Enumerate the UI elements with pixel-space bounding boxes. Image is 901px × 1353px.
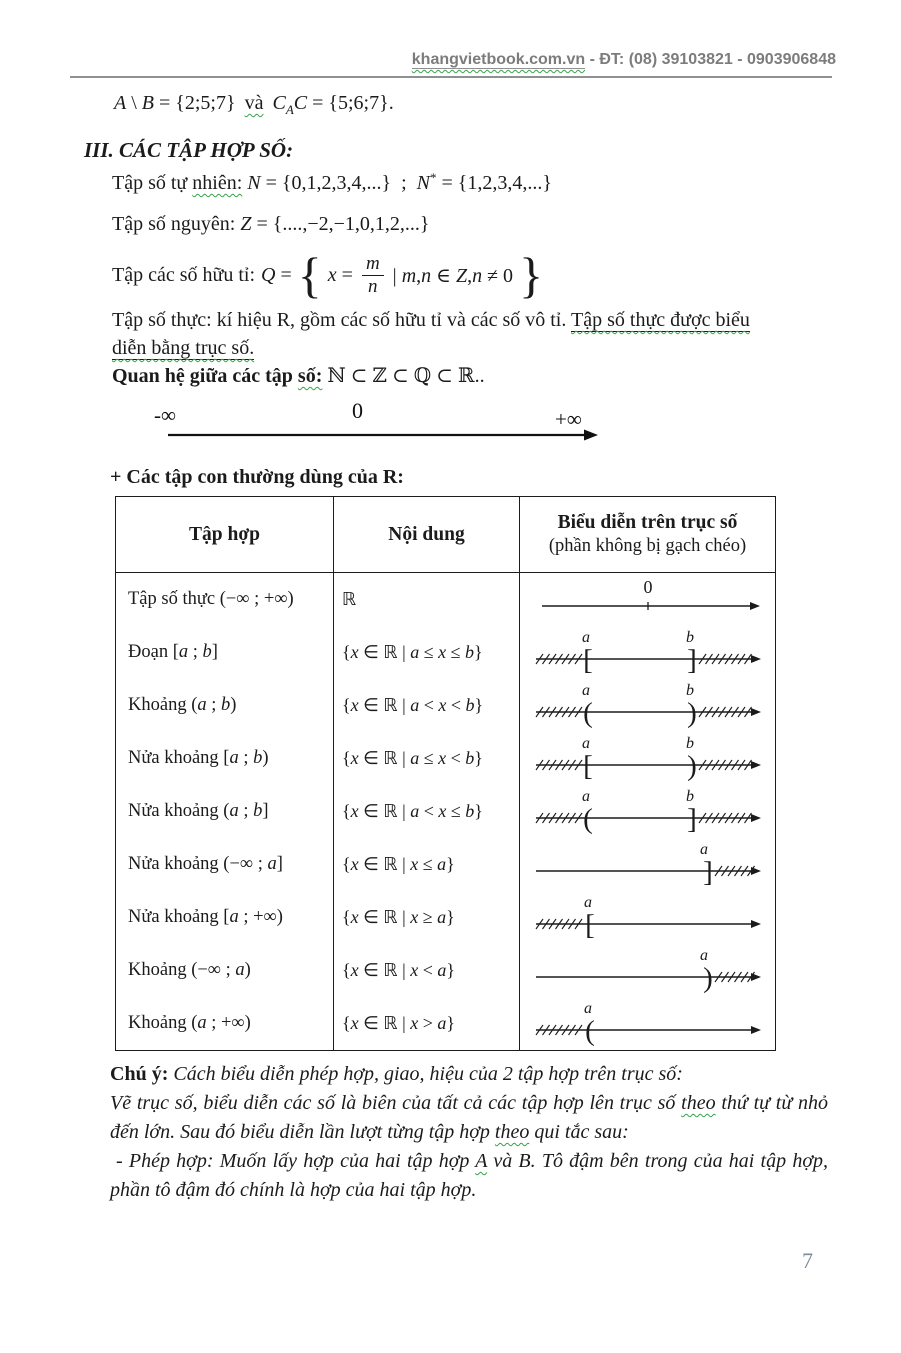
table-row xyxy=(116,732,776,785)
real-numbers-paragraph xyxy=(112,306,836,362)
neg-infinity-label: -∞ xyxy=(154,403,176,427)
svg-text:b: b xyxy=(685,682,694,699)
axis-diagram-cell xyxy=(520,626,776,679)
svg-text:a: a xyxy=(699,841,708,858)
page-header xyxy=(0,51,836,69)
set-notation-cell: {x ∈ ℝ | x > a} xyxy=(334,997,520,1051)
svg-text:b: b xyxy=(685,735,694,752)
set-name-cell: Nửa khoảng [a ; +∞) xyxy=(116,891,334,944)
set-result-line xyxy=(114,92,394,118)
axis-arrowhead xyxy=(584,430,598,441)
set-relation-line xyxy=(112,363,485,388)
rational-x-equals: x = xyxy=(327,263,353,286)
set-notation-cell: {x ∈ ℝ | a < x < b} xyxy=(334,679,520,732)
axis-diagram-cell xyxy=(520,573,776,627)
axis-diagram-cell xyxy=(520,679,776,732)
set-name-cell: Nửa khoảng [a ; b) xyxy=(116,732,334,785)
set-notation-cell: {x ∈ ℝ | a ≤ x ≤ b} xyxy=(334,626,520,679)
svg-text:0: 0 xyxy=(643,577,652,597)
svg-text:(: ( xyxy=(582,803,593,835)
fraction-m-over-n: $\frac{m}{n}$ xyxy=(362,253,384,298)
natural-label: Tập số tự nhiên: xyxy=(112,172,243,194)
set-name-cell: Khoảng (a ; b) xyxy=(116,679,334,732)
pos-infinity-label: +∞ xyxy=(555,407,582,431)
real-underlined-2: diễn bằng trục số. xyxy=(112,337,255,359)
relation-tail-dots: .. xyxy=(474,365,485,387)
axis-diagram-cell xyxy=(520,732,776,785)
table-header-content: Nội dung xyxy=(334,497,520,573)
set-name-cell: Nửa khoảng (−∞ ; a] xyxy=(116,838,334,891)
note-block xyxy=(110,1060,828,1205)
set-notation-cell: {x ∈ ℝ | a ≤ x < b} xyxy=(334,732,520,785)
note-line1 xyxy=(110,1060,828,1089)
note-paragraph: Vẽ trục số, biểu diễn các số là biên của tất cả các tập hợp lên trục số theo thứ tự từ nhỏ đến lớn. Sau đó biểu diễn lần lượt từng tập hợp theo qui tắc sau: xyxy=(110,1092,828,1143)
svg-text:a: a xyxy=(699,947,708,964)
svg-text:[: [ xyxy=(582,644,593,676)
subsets-table-head xyxy=(116,497,776,573)
set-difference-formula: A \ B = {2;5;7} xyxy=(114,92,236,114)
subsets-table-body xyxy=(116,573,776,1051)
table-row xyxy=(116,626,776,679)
svg-text:(: ( xyxy=(582,697,593,729)
set-notation-cell: {x ∈ ℝ | x ≥ a} xyxy=(334,891,520,944)
complement-formula: $C_AC$ = {5;6;7}. xyxy=(272,92,394,117)
axis-diagram-cell xyxy=(520,944,776,997)
interval-diagram xyxy=(528,679,768,732)
svg-text:a: a xyxy=(583,894,592,911)
table-row xyxy=(116,997,776,1051)
rational-numbers-line: Tập các số hữu tỉ: Q = { x = $\frac{m}{n}$ | m,n ∈ Z,n ≠ 0 } xyxy=(112,247,544,303)
table-row xyxy=(116,785,776,838)
squiggle-A: A xyxy=(475,1150,488,1172)
note-intro: Cách biểu diễn phép hợp, giao, hiệu của 2 tập hợp trên trục số: xyxy=(168,1063,683,1085)
zero-label: 0 xyxy=(352,398,363,423)
squiggle-theo-1: theo xyxy=(681,1092,716,1114)
interval-diagram xyxy=(528,891,768,944)
relation-label: Quan hệ giữa các tập số: xyxy=(112,365,323,387)
rational-q-equals: Q = xyxy=(261,263,292,286)
svg-text:a: a xyxy=(581,735,590,752)
conjunction-va: và xyxy=(244,92,264,114)
svg-text:[: [ xyxy=(582,750,593,782)
svg-text:[: [ xyxy=(584,909,595,941)
set-notation-cell: {x ∈ ℝ | a < x ≤ b} xyxy=(334,785,520,838)
integer-label: Tập số nguyên: xyxy=(112,213,236,235)
svg-text:]: ] xyxy=(686,644,697,676)
interval-diagram xyxy=(528,997,768,1050)
rational-condition: | m,n ∈ Z,n ≠ 0 xyxy=(392,264,514,287)
real-number-line xyxy=(140,395,610,449)
svg-text:): ) xyxy=(702,962,713,994)
interval-diagram xyxy=(528,785,768,838)
svg-text:a: a xyxy=(581,682,590,699)
integer-set-formula: Z = {....,−2,−1,0,1,2,...} xyxy=(240,213,430,235)
set-notation-cell: ℝ xyxy=(334,573,520,627)
set-name-cell: Đoạn [a ; b] xyxy=(116,626,334,679)
page-number: 7 xyxy=(802,1248,813,1273)
table-header-row xyxy=(116,497,776,573)
table-header-set: Tập hợp xyxy=(116,497,334,573)
set-notation-cell: {x ∈ ℝ | x ≤ a} xyxy=(334,838,520,891)
table-row xyxy=(116,679,776,732)
section-heading: III. CÁC TẬP HỢP SỐ: xyxy=(84,138,294,162)
integer-numbers-line xyxy=(112,213,429,236)
relation-formula: ℕ ⊂ ℤ ⊂ ℚ ⊂ ℝ xyxy=(322,365,475,387)
natural-star-set-formula: N* = {1,2,3,4,...} xyxy=(416,170,552,194)
natural-numbers-line xyxy=(112,170,552,195)
svg-text:]: ] xyxy=(702,856,713,888)
table-header-axis-line2: (phần không bị gạch chéo) xyxy=(548,536,747,556)
table-header-axis-line1: Biểu diễn trên trục số xyxy=(557,512,738,533)
axis-diagram-cell xyxy=(520,838,776,891)
set-notation-cell: {x ∈ ℝ | x < a} xyxy=(334,944,520,997)
svg-text:a: a xyxy=(581,788,590,805)
svg-text:): ) xyxy=(686,697,697,729)
interval-diagram xyxy=(528,944,768,997)
subsets-title: + Các tập con thường dùng của R: xyxy=(110,466,404,488)
svg-text:): ) xyxy=(686,750,697,782)
header-website-link: khangvietbook.com.vn xyxy=(411,51,586,68)
svg-text:a: a xyxy=(583,1000,592,1017)
rational-label: Tập các số hữu tỉ: xyxy=(112,263,256,286)
squiggle-theo-2: theo xyxy=(494,1121,530,1143)
svg-text:b: b xyxy=(685,629,694,646)
separator: ; xyxy=(401,172,407,194)
header-phone-text: - ĐT: (08) 39103821 - 0903906848 xyxy=(585,51,836,68)
table-header-axis xyxy=(520,497,776,573)
axis-diagram-cell xyxy=(520,785,776,838)
interval-diagram xyxy=(528,732,768,785)
interval-diagram xyxy=(528,626,768,679)
subsets-table xyxy=(115,496,776,1051)
table-row xyxy=(116,838,776,891)
real-underlined-1: Tập số thực được biểu xyxy=(571,309,750,331)
note-label: Chú ý: xyxy=(110,1063,169,1085)
note-bullet: - Phép hợp: Muốn lấy hợp của hai tập hợp A và B. Tô đậm bên trong của hai tập hợp, phần tô đậm đó chính là hợp của hai tập hợp. xyxy=(110,1150,828,1201)
table-row xyxy=(116,944,776,997)
real-description: Tập số thực: kí hiệu R, gồm các số hữu tỉ và các số vô tỉ. xyxy=(112,309,572,331)
header-divider-line xyxy=(70,76,832,78)
interval-diagram xyxy=(528,573,768,626)
svg-text:b: b xyxy=(685,788,694,805)
table-row xyxy=(116,891,776,944)
svg-text:]: ] xyxy=(686,803,697,835)
table-row xyxy=(116,573,776,627)
svg-text:(: ( xyxy=(584,1015,595,1047)
set-name-cell: Khoảng (−∞ ; a) xyxy=(116,944,334,997)
axis-diagram-cell xyxy=(520,997,776,1051)
set-name-cell: Nửa khoảng (a ; b] xyxy=(116,785,334,838)
axis-diagram-cell xyxy=(520,891,776,944)
svg-text:a: a xyxy=(581,629,590,646)
interval-diagram xyxy=(528,838,768,891)
natural-set-formula: N = {0,1,2,3,4,...} xyxy=(247,172,392,194)
set-name-cell: Khoảng (a ; +∞) xyxy=(116,997,334,1051)
set-name-cell: Tập số thực (−∞ ; +∞) xyxy=(116,573,334,627)
